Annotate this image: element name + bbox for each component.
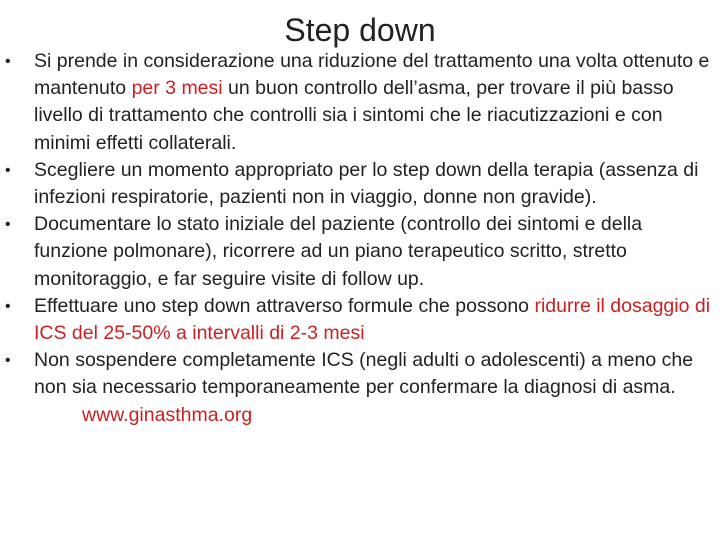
bullet-text: Effettuare uno step down attraverso formule che possono bbox=[34, 294, 535, 317]
bullet-dot-icon: • bbox=[5, 352, 11, 370]
highlight-text: per 3 mesi bbox=[131, 77, 223, 100]
bullet-dot-icon: • bbox=[5, 216, 11, 234]
bullet-item-4 bbox=[0, 293, 720, 347]
bullet-item-3 bbox=[0, 211, 720, 293]
bullet-item-5 bbox=[0, 347, 720, 429]
bullet-item-2 bbox=[0, 157, 720, 211]
bullet-item-1 bbox=[0, 48, 720, 157]
bullet-text: Non sospendere completamente ICS (negli adulti o adolescenti) a meno che non sia necessario temporaneamente per confermare la diagnosi di asma. bbox=[34, 349, 694, 399]
bullet-text: un buon controllo dell’asma, per trovare il più basso livello di trattamento che controlli sia i sintomi che le riacutizzazioni e con minimi effetti collaterali. bbox=[34, 77, 674, 154]
bullet-list bbox=[0, 48, 720, 429]
slide-title: Step down bbox=[284, 12, 436, 48]
highlight-text: ridurre il dosaggio di ICS del 25-50% a intervalli di 2-3 mesi bbox=[34, 294, 711, 345]
bullet-text: Documentare lo stato iniziale del paziente (controllo dei sintomi e della funzione polmonare), ricorrere ad un piano terapeutico scritto, stretto monitoraggio, e far seguire visite di follow up. bbox=[34, 213, 643, 290]
bullet-dot-icon: • bbox=[5, 53, 11, 70]
source-link[interactable]: www.ginasthma.org bbox=[82, 403, 253, 426]
bullet-dot-icon: • bbox=[5, 161, 11, 179]
bullet-dot-icon: • bbox=[5, 297, 11, 315]
bullet-text: Si prende in considerazione una riduzione del trattamento una volta ottenuto e mantenuto bbox=[34, 50, 710, 100]
bullet-text: Scegliere un momento appropriato per lo step down della terapia (assenza di infezioni respiratorie, pazienti non in viaggio, donne non gravide). bbox=[34, 158, 699, 209]
